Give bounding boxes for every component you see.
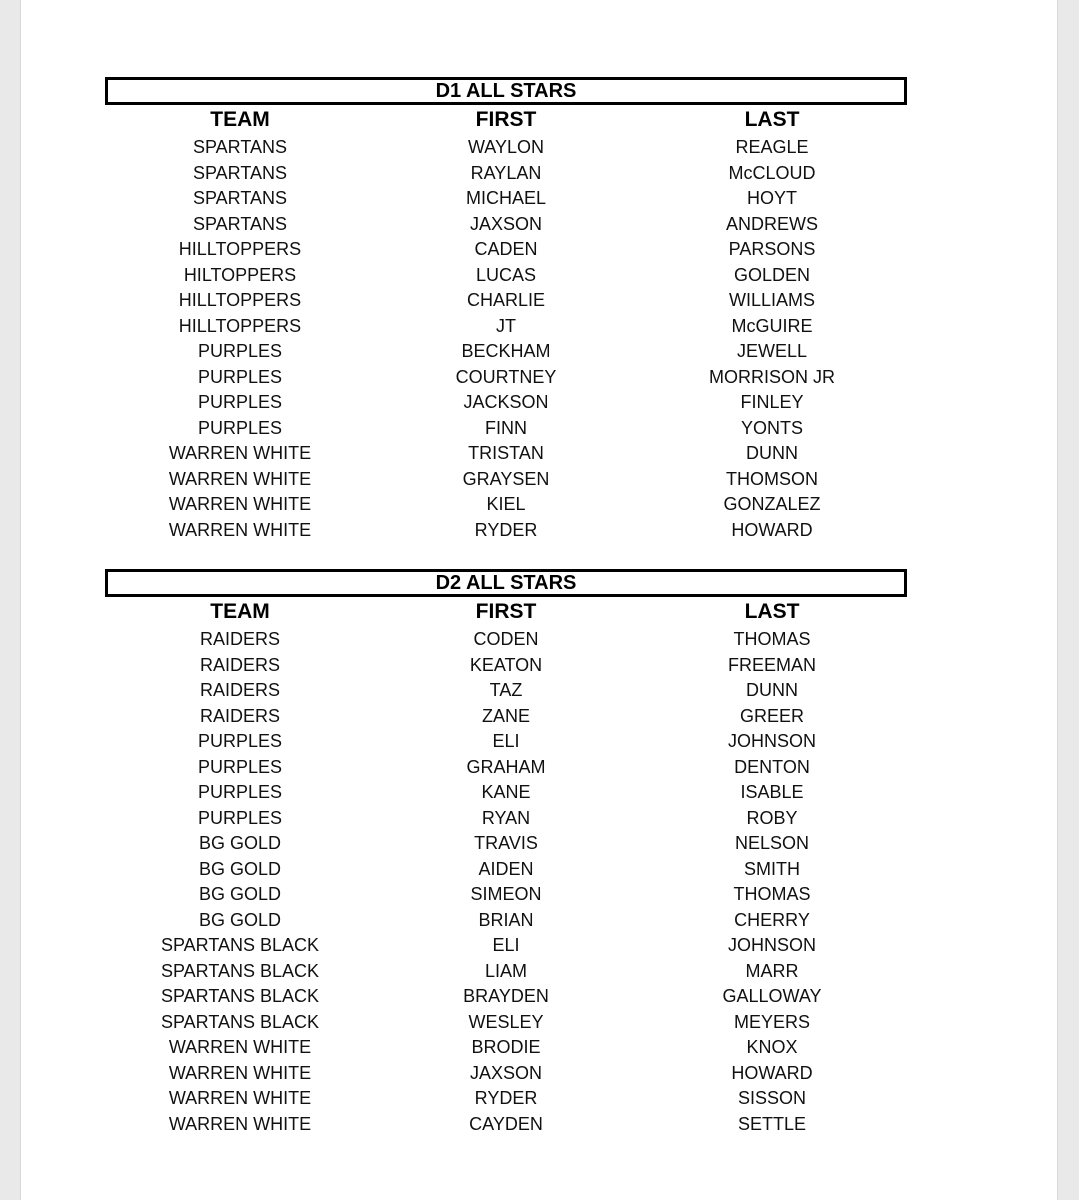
team-cell: WARREN WHITE [168, 1062, 312, 1083]
table-row [105, 135, 907, 161]
team-cell: WARREN WHITE [168, 519, 312, 540]
last-name-cell: KNOX [746, 1037, 798, 1057]
table-row [105, 467, 907, 493]
team-cell: SPARTANS BLACK [160, 935, 320, 955]
team-cell: RAIDERS [199, 680, 280, 700]
first-name-cell: BECKHAM [461, 341, 551, 361]
table-row [105, 1035, 907, 1061]
first-name-cell: CODEN [473, 629, 539, 649]
last-name-cell: ISABLE [740, 782, 804, 802]
document-page [20, 0, 1058, 1200]
team-cell: HILLTOPPERS [178, 315, 302, 336]
first-name-cell: BRODIE [471, 1037, 541, 1057]
team-cell: BG GOLD [198, 858, 282, 879]
last-name-cell: HOYT [746, 188, 797, 208]
team-cell: BG GOLD [198, 884, 282, 904]
first-name-cell: JT [496, 315, 516, 336]
team-cell: PURPLES [197, 341, 283, 361]
table-row [105, 729, 907, 755]
table-row [105, 518, 907, 544]
first-name-cell: WESLEY [468, 1011, 544, 1032]
team-cell: BG GOLD [198, 909, 282, 930]
team-cell: SPARTANS BLACK [160, 1011, 320, 1032]
team-cell: WARREN WHITE [168, 468, 312, 489]
first-name-cell: GRAYSEN [462, 468, 550, 489]
table-row [105, 984, 907, 1010]
first-name-cell: CHARLIE [466, 290, 546, 310]
team-cell: WARREN WHITE [168, 443, 312, 463]
d2-all-stars-section [105, 569, 907, 1137]
team-cell: SPARTANS [192, 162, 288, 183]
last-name-cell: ROBY [746, 807, 798, 828]
last-name-cell: JOHNSON [727, 731, 816, 751]
first-name-cell: WAYLON [467, 137, 544, 157]
team-cell: SPARTANS BLACK [160, 986, 320, 1006]
first-name-cell: RYDER [474, 1088, 538, 1108]
table-row [105, 492, 907, 518]
first-name-cell: FINN [485, 417, 527, 438]
last-name-cell: MARR [745, 960, 799, 981]
team-cell: RAIDERS [199, 654, 280, 675]
first-column-header: FIRST [475, 108, 537, 131]
table-row [105, 1061, 907, 1087]
team-cell: RAIDERS [199, 705, 280, 726]
first-name-cell: RYAN [481, 807, 531, 828]
last-name-cell: HOWARD [731, 1062, 813, 1083]
last-name-cell: CHERRY [734, 909, 810, 930]
team-cell: HILLTOPPERS [178, 290, 302, 310]
last-name-cell: McGUIRE [731, 315, 813, 336]
team-cell: PURPLES [197, 807, 283, 828]
table-row [105, 161, 907, 187]
team-cell: PURPLES [197, 366, 283, 387]
table-row [105, 882, 907, 908]
last-name-cell: SMITH [744, 858, 800, 879]
last-name-cell: DUNN [746, 680, 798, 700]
team-cell: HILTOPPERS [183, 264, 297, 285]
first-name-cell: KEATON [469, 654, 543, 675]
d1-all-stars-section [105, 77, 907, 543]
last-name-cell: THOMAS [733, 884, 811, 904]
first-name-cell: JAXSON [469, 1062, 543, 1083]
last-name-cell: YONTS [740, 417, 803, 438]
first-name-cell: TRAVIS [474, 833, 538, 853]
table-row [105, 416, 907, 442]
table-row [105, 288, 907, 314]
table-row [105, 1086, 907, 1112]
team-cell: SPARTANS [192, 188, 288, 208]
last-name-cell: THOMAS [733, 629, 811, 649]
first-name-cell: LUCAS [475, 264, 537, 285]
table-row [105, 755, 907, 781]
last-name-cell: GREER [739, 705, 804, 726]
first-name-cell: AIDEN [478, 858, 534, 879]
table-row [105, 780, 907, 806]
last-name-cell: McCLOUD [728, 162, 816, 183]
last-name-cell: ANDREWS [725, 213, 818, 234]
table-row [105, 831, 907, 857]
table-row [105, 365, 907, 391]
table-header [105, 105, 907, 135]
team-cell: RAIDERS [199, 629, 280, 649]
section-title: D1 ALL STARS [105, 77, 907, 105]
team-cell: SPARTANS BLACK [160, 960, 320, 981]
team-cell: SPARTANS [192, 213, 288, 234]
table-row [105, 704, 907, 730]
first-name-cell: CADEN [474, 239, 538, 259]
section-title: D2 ALL STARS [105, 569, 907, 597]
last-name-cell: JEWELL [736, 341, 808, 361]
table-row [105, 678, 907, 704]
team-column-header: TEAM [210, 108, 270, 131]
last-name-cell: REAGLE [735, 137, 809, 157]
last-name-cell: GONZALEZ [723, 494, 821, 514]
team-cell: SPARTANS [192, 137, 288, 157]
first-column-header: FIRST [475, 600, 537, 623]
first-name-cell: TRISTAN [468, 443, 544, 463]
first-name-cell: RAYLAN [470, 162, 542, 183]
table-row [105, 908, 907, 934]
last-name-cell: JOHNSON [727, 935, 816, 955]
table-row [105, 263, 907, 289]
last-name-cell: SETTLE [737, 1113, 807, 1134]
last-column-header: LAST [744, 600, 800, 623]
first-name-cell: CAYDEN [469, 1113, 543, 1134]
last-name-cell: GOLDEN [733, 264, 811, 285]
first-name-cell: BRAYDEN [463, 986, 549, 1006]
last-name-cell: FREEMAN [727, 654, 816, 675]
first-name-cell: ZANE [481, 705, 530, 726]
team-cell: PURPLES [197, 782, 283, 802]
first-name-cell: BRIAN [478, 909, 534, 930]
table-row [105, 339, 907, 365]
first-name-cell: LIAM [484, 960, 527, 981]
team-cell: WARREN WHITE [168, 1113, 312, 1134]
table-row [105, 627, 907, 653]
last-name-cell: NELSON [734, 833, 810, 853]
table-row [105, 653, 907, 679]
team-cell: BG GOLD [198, 833, 282, 853]
last-name-cell: MEYERS [733, 1011, 811, 1032]
table-row [105, 1010, 907, 1036]
table-row [105, 237, 907, 263]
team-cell: WARREN WHITE [168, 1088, 312, 1108]
team-column-header: TEAM [210, 600, 270, 623]
team-cell: WARREN WHITE [168, 494, 312, 514]
first-name-cell: MICHAEL [465, 188, 546, 208]
table-row [105, 390, 907, 416]
table-row [105, 212, 907, 238]
first-name-cell: ELI [492, 935, 520, 955]
team-cell: PURPLES [197, 417, 283, 438]
last-name-cell: WILLIAMS [728, 290, 816, 310]
team-cell: PURPLES [197, 392, 283, 412]
first-name-cell: GRAHAM [466, 756, 546, 777]
table-row [105, 857, 907, 883]
first-name-cell: SIMEON [470, 884, 542, 904]
table-row [105, 933, 907, 959]
table-row [105, 314, 907, 340]
first-name-cell: KIEL [486, 494, 526, 514]
table-row [105, 959, 907, 985]
first-name-cell: ELI [492, 731, 520, 751]
last-name-cell: SISSON [737, 1088, 807, 1108]
last-name-cell: PARSONS [728, 239, 816, 259]
last-name-cell: HOWARD [731, 519, 813, 540]
team-cell: HILLTOPPERS [178, 239, 302, 259]
last-name-cell: GALLOWAY [722, 986, 822, 1006]
roster-rows [105, 627, 907, 1137]
team-cell: PURPLES [197, 731, 283, 751]
last-name-cell: DUNN [746, 443, 798, 463]
team-cell: PURPLES [197, 756, 283, 777]
team-cell: WARREN WHITE [168, 1037, 312, 1057]
last-column-header: LAST [744, 108, 800, 131]
last-name-cell: THOMSON [726, 468, 818, 489]
first-name-cell: JAXSON [469, 213, 543, 234]
last-name-cell: MORRISON JR [709, 366, 835, 387]
table-row [105, 806, 907, 832]
roster-rows [105, 135, 907, 543]
first-name-cell: KANE [481, 782, 531, 802]
last-name-cell: FINLEY [740, 392, 804, 412]
table-row [105, 186, 907, 212]
table-row [105, 1112, 907, 1138]
first-name-cell: RYDER [474, 519, 538, 540]
last-name-cell: DENTON [734, 756, 810, 777]
first-name-cell: COURTNEY [455, 366, 557, 387]
first-name-cell: TAZ [489, 680, 523, 700]
first-name-cell: JACKSON [463, 392, 549, 412]
table-header [105, 597, 907, 627]
table-row [105, 441, 907, 467]
